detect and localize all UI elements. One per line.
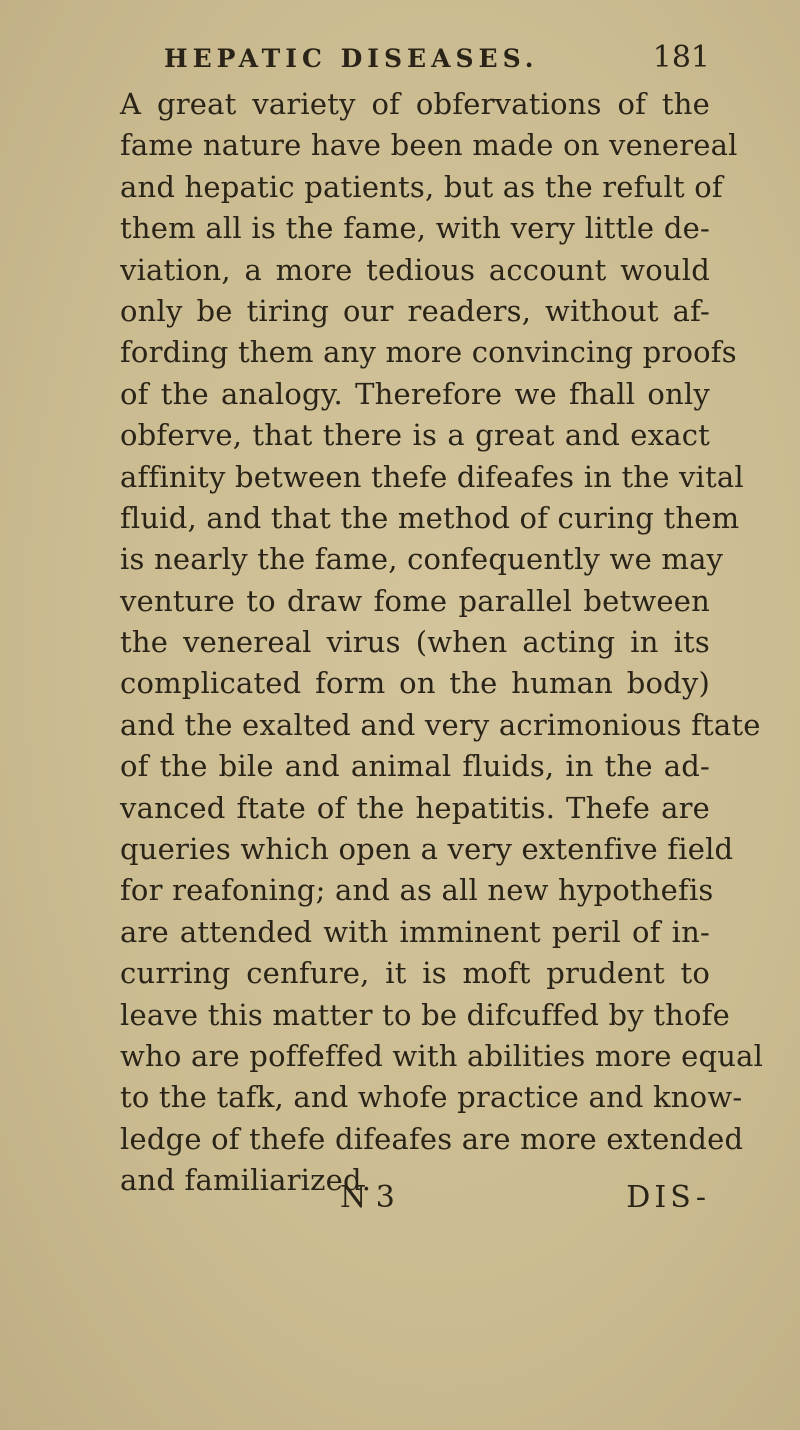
text-line: who are poffeffed with abilities more equal: [120, 1038, 764, 1073]
text-line: A great variety of obfervations of the: [120, 87, 710, 121]
signature-mark: N 3: [340, 1180, 395, 1215]
text-line: complicated form on the human body): [120, 666, 710, 701]
text-line: queries which open a very extenfive field: [120, 832, 734, 867]
text-line: fluid, and that the method of curing them: [120, 500, 740, 535]
text-line: fording them any more convincing proofs: [120, 335, 737, 370]
text-line: and the exalted and very acrimonious ftate: [120, 707, 761, 742]
text-line: vanced ftate of the hepatitis. Thefe are: [120, 790, 710, 825]
text-line: affinity between thefe difeafes in the vital: [120, 459, 744, 494]
text-line: and hepatic patients, but as the refult of: [120, 169, 723, 204]
text-line: the venereal virus (when acting in its: [120, 625, 710, 660]
catchword: DIS-: [626, 1180, 710, 1215]
body-text: [120, 84, 764, 1202]
text-line: of the bile and animal fluids, in the ad-: [120, 749, 710, 784]
text-line: obferve, that there is a great and exact: [120, 418, 710, 453]
page-header: [150, 32, 710, 82]
text-line: are attended with imminent peril of in-: [120, 914, 710, 949]
text-line: of the analogy. Therefore we fhall only: [120, 376, 710, 411]
text-line: leave this matter to be difcuffed by thofe: [120, 997, 730, 1032]
text-line: viation, a more tedious account would: [120, 252, 710, 287]
text-line: to the tafk, and whofe practice and know-: [120, 1080, 743, 1115]
text-line: and familiarized.: [120, 1163, 372, 1198]
running-head: HEPATIC DISEASES.: [164, 44, 539, 73]
text-line: for reafoning; and as all new hypothefis: [120, 873, 714, 908]
text-line: curring cenfure, it is moft prudent to: [120, 956, 710, 991]
text-line: only be tiring our readers, without af-: [120, 293, 710, 328]
text-line: venture to draw fome parallel between: [120, 583, 710, 618]
text-line: them all is the fame, with very little de-: [120, 211, 710, 246]
page-footer: [120, 1180, 710, 1224]
text-line: is nearly the fame, confequently we may: [120, 542, 724, 577]
text-line: ledge of thefe difeafes are more extended: [120, 1121, 744, 1156]
text-line: fame nature have been made on venereal: [120, 128, 738, 163]
page-number: 181: [652, 40, 710, 75]
